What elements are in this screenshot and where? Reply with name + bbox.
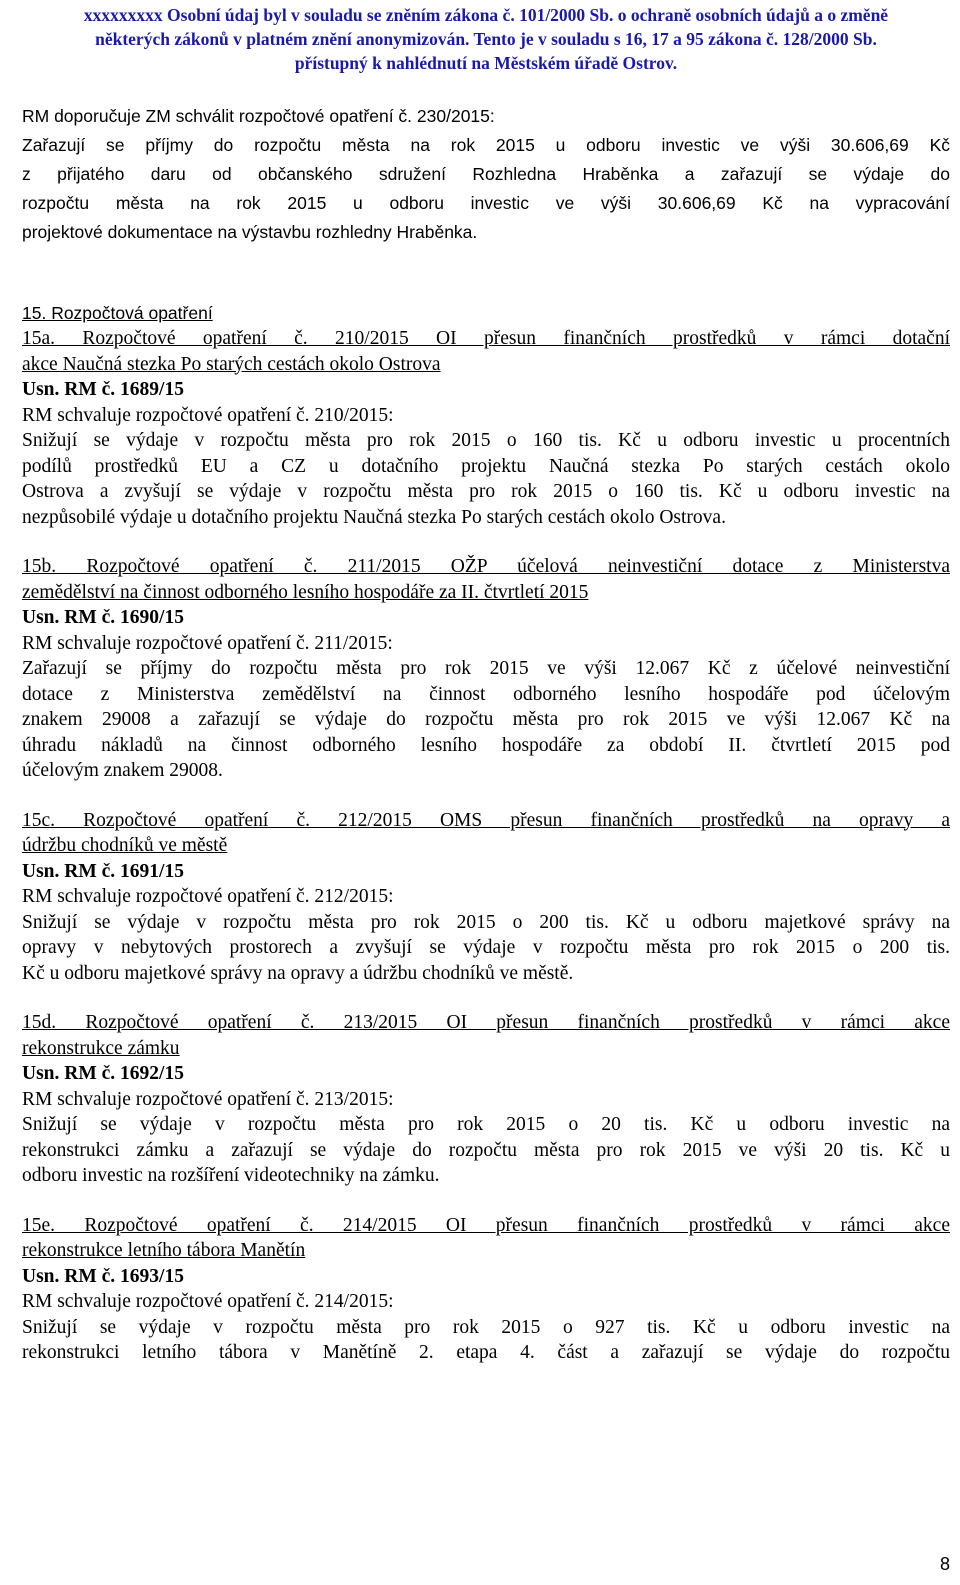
body-line: znakem 29008 a zařazují se výdaje do rozpočtu města pro rok 2015 ve výši 12.067 Kč na bbox=[22, 709, 950, 730]
body-line: odboru investic na rozšíření videotechniky na zámku. bbox=[22, 1165, 440, 1186]
body-line: Ostrova a zvyšují se výdaje v rozpočtu města pro rok 2015 o 160 tis. Kč u odboru investic na bbox=[22, 481, 950, 502]
measure-heading: údržbu chodníků ve městě bbox=[22, 835, 228, 856]
measure-heading: rekonstrukce letního tábora Manětín bbox=[22, 1240, 306, 1261]
measure-item bbox=[22, 1010, 950, 1189]
resolution-number: Usn. RM č. 1689/15 bbox=[22, 379, 184, 400]
notice-line: některých zákonů v platném znění anonymizován. Tento je v souladu s 16, 17 a 95 zákona č. 128/2000 Sb. bbox=[95, 29, 877, 49]
resolution-number: Usn. RM č. 1693/15 bbox=[22, 1265, 184, 1287]
measure-heading: 15a. Rozpočtové opatření č. 210/2015 OI přesun finančních prostředků v rámci dotační bbox=[22, 328, 950, 349]
intro-paragraph bbox=[22, 102, 950, 247]
measure-item bbox=[22, 1213, 950, 1366]
body-line: Snižují se výdaje v rozpočtu města pro rok 2015 o 200 tis. Kč u odboru majetkové správy na bbox=[22, 911, 950, 933]
measure-heading: 15c. Rozpočtové opatření č. 212/2015 OMS přesun finančních prostředků na opravy a bbox=[22, 809, 950, 831]
notice-line: xxxxxxxxx Osobní údaj byl v souladu se zněním zákona č. 101/2000 Sb. o ochraně osobních údajů a o změně bbox=[83, 5, 889, 25]
page-number: 8 bbox=[939, 1554, 950, 1574]
section-heading: 15. Rozpočtová opatření bbox=[22, 303, 213, 323]
measure-heading: 15e. Rozpočtové opatření č. 214/2015 OI přesun finančních prostředků v rámci akce bbox=[22, 1214, 950, 1236]
resolution-number: Usn. RM č. 1690/15 bbox=[22, 607, 184, 628]
measure-item bbox=[22, 554, 950, 784]
body-line: Zařazují se příjmy do rozpočtu města pro rok 2015 ve výši 12.067 Kč z účelové neinvestiční bbox=[22, 658, 950, 679]
intro-line: RM doporučuje ZM schválit rozpočtové opatření č. 230/2015: bbox=[22, 106, 495, 126]
body-line: opravy v nebytových prostorech a zvyšují se výdaje v rozpočtu města pro rok 2015 o 200 tis. bbox=[22, 937, 950, 958]
measure-item bbox=[22, 326, 950, 530]
intro-line: z přijatého daru od občanského sdružení Rozhledna Hraběnka a zařazují se výdaje do bbox=[22, 164, 950, 184]
body-line: dotace z Ministerstva zemědělství na činnost odborného lesního hospodáře pod účelovým bbox=[22, 683, 950, 705]
measure-heading: rekonstrukce zámku bbox=[22, 1037, 180, 1059]
approval-line: RM schvaluje rozpočtové opatření č. 212/2015: bbox=[22, 886, 394, 907]
body-line: Kč u odboru majetkové správy na opravy a údržbu chodníků ve městě. bbox=[22, 962, 574, 984]
approval-line: RM schvaluje rozpočtové opatření č. 214/2015: bbox=[22, 1291, 394, 1312]
measure-heading: 15d. Rozpočtové opatření č. 213/2015 OI přesun finančních prostředků v rámci akce bbox=[22, 1012, 950, 1033]
approval-line: RM schvaluje rozpočtové opatření č. 213/2015: bbox=[22, 1088, 394, 1110]
resolution-number: Usn. RM č. 1691/15 bbox=[22, 860, 184, 882]
body-line: Snižují se výdaje v rozpočtu města pro rok 2015 o 927 tis. Kč u odboru investic na bbox=[22, 1316, 950, 1338]
body-line: rekonstrukci letního tábora v Manětíně 2. etapa 4. část a zařazují se výdaje do rozpočtu bbox=[22, 1342, 950, 1363]
intro-line: projektové dokumentace na výstavbu rozhledny Hraběnka. bbox=[22, 222, 478, 242]
intro-line: rozpočtu města na rok 2015 u odboru investic ve výši 30.606,69 Kč na vypracování bbox=[22, 193, 950, 213]
intro-line: Zařazují se příjmy do rozpočtu města na rok 2015 u odboru investic ve výši 30.606,69 Kč bbox=[22, 135, 950, 155]
measure-item bbox=[22, 808, 950, 987]
approval-line: RM schvaluje rozpočtové opatření č. 211/2015: bbox=[22, 632, 393, 654]
body-line: nezpůsobilé výdaje u dotačního projektu Naučná stezka Po starých cestách okolo Ostrova. bbox=[22, 506, 726, 528]
body-line: účelovým znakem 29008. bbox=[22, 760, 223, 781]
body-line: úhradu nákladů na činnost odborného lesního hospodáře za období II. čtvrtletí 2015 pod bbox=[22, 734, 950, 756]
body-line: Snižují se výdaje v rozpočtu města pro rok 2015 o 20 tis. Kč u odboru investic na bbox=[22, 1114, 950, 1135]
measure-heading: akce Naučná stezka Po starých cestách okolo Ostrova bbox=[22, 353, 441, 375]
body-line: podílů prostředků EU a CZ u dotačního projektu Naučná stezka Po starých cestách okolo bbox=[22, 455, 950, 477]
anonymization-notice bbox=[22, 3, 950, 75]
document-page bbox=[22, 0, 950, 1366]
body-line: Snižují se výdaje v rozpočtu města pro rok 2015 o 160 tis. Kč u odboru investic u procentních bbox=[22, 430, 950, 451]
measure-heading: zemědělství na činnost odborného lesního hospodáře za II. čtvrtletí 2015 bbox=[22, 581, 589, 603]
measure-heading: 15b. Rozpočtové opatření č. 211/2015 OŽP účelová neinvestiční dotace z Ministerstva bbox=[22, 556, 950, 577]
budget-measures bbox=[22, 326, 950, 1366]
approval-line: RM schvaluje rozpočtové opatření č. 210/2015: bbox=[22, 404, 394, 426]
resolution-number: Usn. RM č. 1692/15 bbox=[22, 1063, 184, 1084]
body-line: rekonstrukci zámku a zařazují se výdaje do rozpočtu města pro rok 2015 ve výši 20 tis. Kč u bbox=[22, 1139, 950, 1161]
notice-line: přístupný k nahlédnutí na Městském úřadě Ostrov. bbox=[294, 53, 678, 73]
